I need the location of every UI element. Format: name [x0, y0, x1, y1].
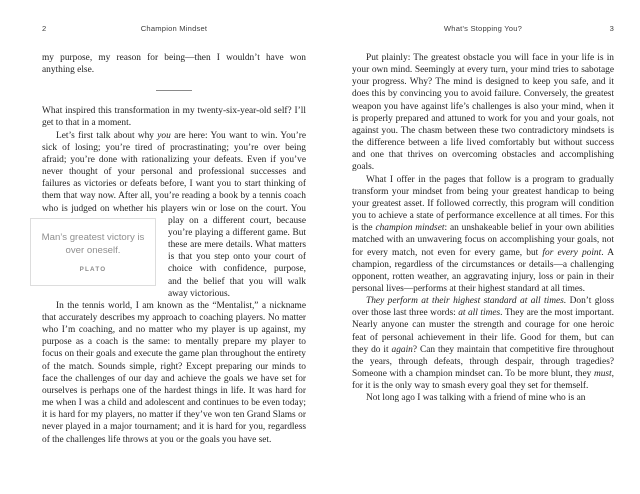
paragraph — [42, 130, 306, 300]
text-run: ? Can they maintain that competitive fire throughout the years, through defeats, through despair, through tragedies? Someone with a champion mindset can. To be more blunt, they — [352, 344, 614, 380]
paragraph — [352, 295, 614, 392]
text-run: . They are the most important. Nearly anyone can muster the strength and courage for one heroic feat of personal achievement in their life. Good for them, but can they do it — [352, 308, 614, 355]
section-break-rule — [156, 90, 192, 91]
text-run: Not long ago I was talking with a friend of mine who is an — [366, 393, 586, 404]
italic-text-run: you — [157, 130, 171, 141]
pullquote-attribution: PLATO — [79, 265, 107, 273]
running-header-right: What’s Stopping You? — [443, 24, 523, 33]
text-run: , for it is the only way to smash every goal they set for themself. — [352, 369, 614, 392]
text-run: What inspired this transformation in my twenty-six-year-old self? I’ll get to that in a moment. — [42, 106, 306, 129]
right-page — [320, 0, 640, 494]
text-run: my purpose, my reason for being—then I wouldn’t have won anything else. — [42, 53, 306, 76]
paragraph — [352, 52, 614, 174]
italic-text-run: They perform at their highest standard at all times. — [366, 296, 567, 307]
page-number-left: 2 — [42, 24, 47, 33]
text-run: In the tennis world, I am known as the “Mentalist,” a nickname that accurately describes my approach to coaching players. No matter who I’m coaching, and no matter who my player is up against, my purpose as a coach is the same: to mentally prepare my player to focus on their goals and execute the game plan throughout the entirety of the match. Sounds simple, right? Except preparing our minds to face the challenges of our day and achieve the goals we have set for ourselves is perhaps one of the hardest things in life. It was hard for me when I was a child and adolescent and continues to be even today; it is hard for my players, no matter if they’ve won ten Grand Slams or never played in a major tournament; and it is hard for you, regardless of the challenges life throws at you or the goals you have set. — [42, 300, 306, 445]
running-header-left: Champion Mindset — [140, 24, 208, 33]
left-running-head — [42, 24, 306, 36]
right-page-body — [352, 52, 614, 405]
text-run: Put plainly: The greatest obstacle you will face in your life is in your own mind. Seemingly at every turn, your mind tries to sabotage your progress. Why? The mind is designed to keep you safe, and it does this by convincing you to avoid failure. Conversely, the greatest weapon you have against life’s challenges is also your mind, when it is properly prepared and attuned to work for you and your goals, not against you. The chasm between these two contradictory mindsets is the difference between a life lived comfortably but without success and one that thrives on overcoming obstacles and accomplishing goals. — [352, 53, 614, 173]
pullquote-box — [30, 218, 156, 286]
text-run: Don’t gloss over those last three words: — [352, 296, 615, 319]
page-number-right: 3 — [609, 24, 614, 33]
text-run: you’re playing a different game. But these are mere details. What matters is that you step onto your court of choice with confidence, purpose, and the belief that you will walk away victorious. — [168, 227, 306, 299]
italic-text-run: must — [593, 369, 612, 380]
italic-text-run: champion mindset — [375, 223, 445, 234]
text-run: : an unshakeable belief in your own abilities matched with an unwavering focus on accomplishing your goals, not for every match, not even for every game, but — [352, 223, 614, 258]
paragraph — [352, 392, 614, 404]
paragraph — [42, 105, 306, 129]
italic-text-run: at all times — [458, 308, 501, 319]
right-running-head — [352, 24, 614, 36]
left-page-body — [42, 52, 306, 446]
italic-text-run: for every point — [542, 247, 602, 258]
paragraph — [42, 300, 306, 446]
text-run: Let’s first talk about why — [56, 130, 158, 141]
paragraph — [42, 52, 306, 76]
pullquote-text: Man’s greatest victory is over oneself. — [41, 231, 145, 256]
paragraph — [352, 174, 614, 296]
text-run: are here: You want to win. You’re sick of losing; you’re tired of procrastinating; you’re over being afraid; you’re done with rationalizing your defeats. Even if you’ve never thought of your personal and professional successes and failures as victories or defeats before, I want you to start thinking of them that way now. After all, you’re reading a book by a tennis coach who is judged on whether his players win or lose on the court. You play on a different court, because — [42, 130, 306, 226]
italic-text-run: again — [391, 344, 413, 355]
text-run: What I offer in the pages that follow is a program to gradually transform your mindset from being your greatest handicap to being your greatest asset. If followed correctly, this program will condition you to achieve a state of performance excellence at all times. For this is the — [352, 174, 614, 234]
text-run: . A champion, regardless of the circumstances or details—a challenging opponent, rotten weather, an aggravating injury, loss or pain in their personal lives—performs at their highest standard at all times. — [352, 247, 614, 294]
